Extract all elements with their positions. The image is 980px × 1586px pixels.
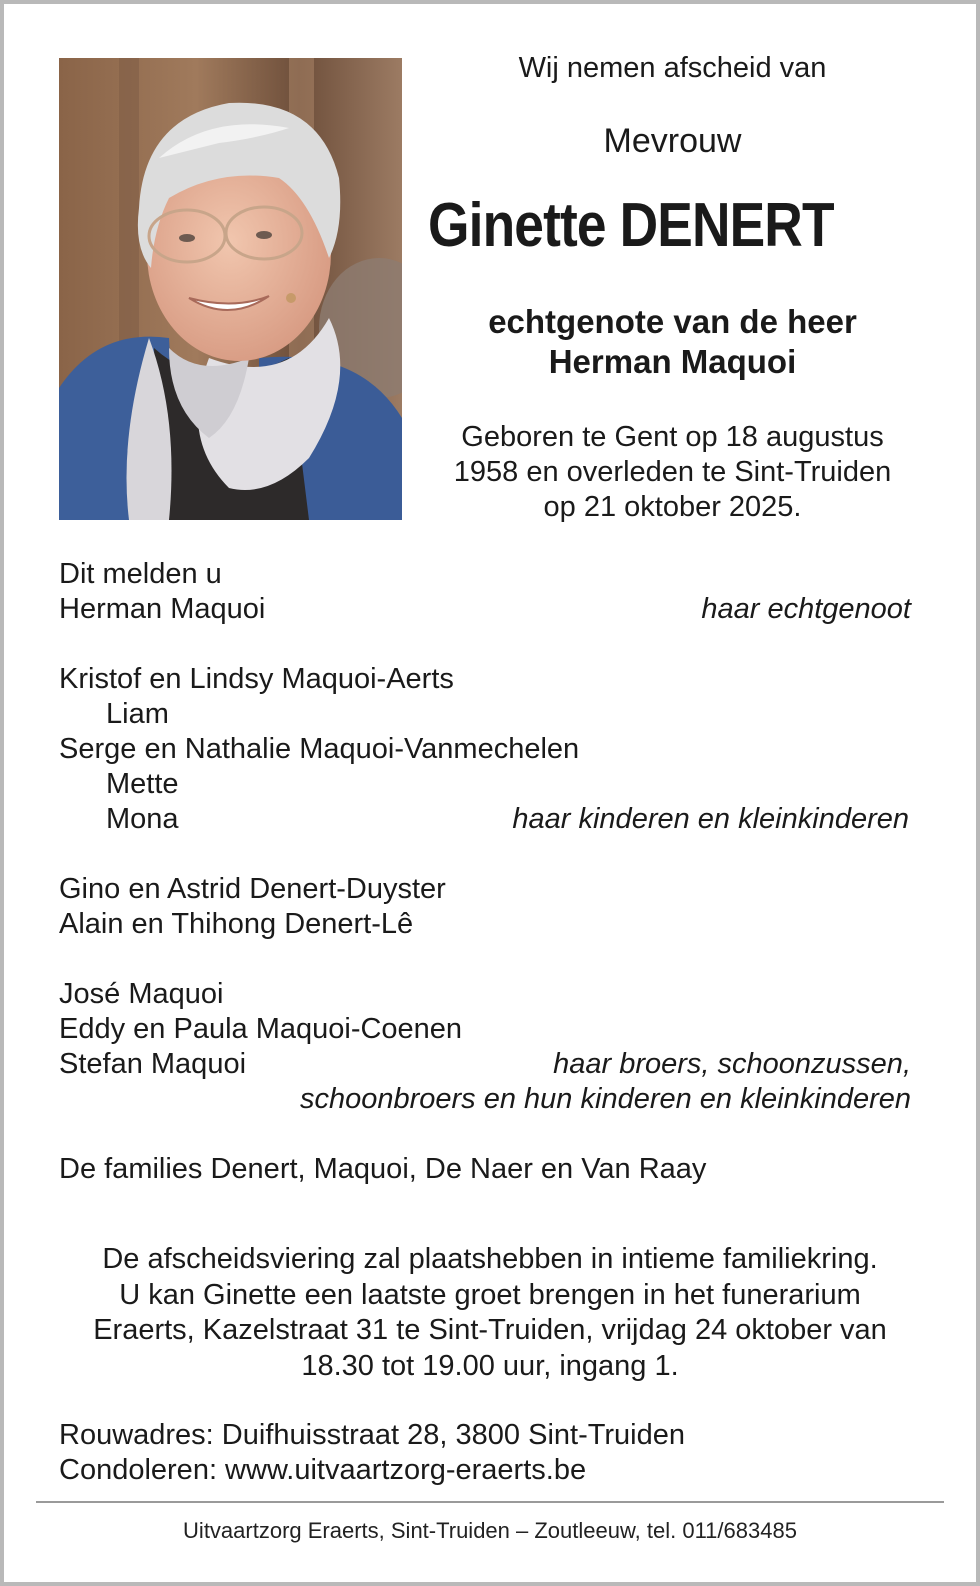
relation-label: schoonbroers en hun kinderen en kleinkinderen [299, 1083, 911, 1115]
ceremony-line2: U kan Ginette een laatste groet brengen in het funerarium [119, 1278, 861, 1311]
birth-line3: op 21 oktober 2025. [543, 491, 802, 523]
birth-line1: Geboren te Gent op 18 augustus [461, 421, 884, 453]
ceremony-info [40, 1242, 940, 1384]
portrait-illustration [59, 58, 402, 520]
family-member-name: Gino en Astrid Denert-Duyster [59, 873, 446, 905]
family-member-name: Kristof en Lindsy Maquoi-Aerts [59, 663, 454, 695]
birth-death-info [425, 420, 920, 525]
spouse-relation [425, 302, 920, 382]
ceremony-line1: De afscheidsviering zal plaatshebben in intieme familiekring. [102, 1243, 878, 1275]
grandchild-name: Mona [106, 803, 179, 835]
grandchild-name: Mette [106, 768, 179, 800]
portrait-photo [59, 58, 402, 520]
family-row [59, 1047, 921, 1082]
intro-text: Wij nemen afscheid van [518, 52, 827, 84]
grandchild-name: Liam [106, 698, 169, 730]
spouse-relation-line2: Herman Maquoi [548, 343, 797, 380]
family-member-name: Herman Maquoi [59, 593, 266, 625]
mourning-address: Rouwadres: Duifhuisstraat 28, 3800 Sint-Truiden [59, 1419, 685, 1451]
relation-label: haar echtgenoot [701, 593, 911, 625]
honorific: Mevrouw [603, 122, 742, 160]
family-member-name: José Maquoi [59, 978, 224, 1010]
condolence-link[interactable]: Condoleren: www.uitvaartzorg-eraerts.be [59, 1454, 587, 1486]
birth-line2: 1958 en overleden te Sint-Truiden [453, 456, 892, 488]
family-member-name: Serge en Nathalie Maquoi-Vanmechelen [59, 733, 580, 765]
funeral-home-footer: Uitvaartzorg Eraerts, Sint-Truiden – Zoutleeuw, tel. 011/683485 [183, 1518, 797, 1543]
families-line: De families Denert, Maquoi, De Naer en Van Raay [59, 1153, 707, 1185]
footer-divider [36, 1501, 944, 1503]
family-row [59, 802, 921, 837]
ceremony-line4: 18.30 tot 19.00 uur, ingang 1. [301, 1349, 679, 1382]
deceased-name: Ginette DENERT [428, 191, 834, 260]
family-member-name: Alain en Thihong Denert-Lê [59, 908, 414, 940]
family-row [59, 592, 921, 627]
announcement-intro: Dit melden u [59, 558, 222, 590]
spouse-relation-line1: echtgenote van de heer [488, 303, 857, 340]
family-member-name: Eddy en Paula Maquoi-Coenen [59, 1013, 463, 1045]
family-member-name: Stefan Maquoi [59, 1048, 247, 1080]
ceremony-line3: Eraerts, Kazelstraat 31 te Sint-Truiden, vrijdag 24 oktober van [93, 1314, 887, 1346]
relation-label: haar broers, schoonzussen, [553, 1048, 911, 1080]
relation-label: haar kinderen en kleinkinderen [512, 803, 909, 835]
